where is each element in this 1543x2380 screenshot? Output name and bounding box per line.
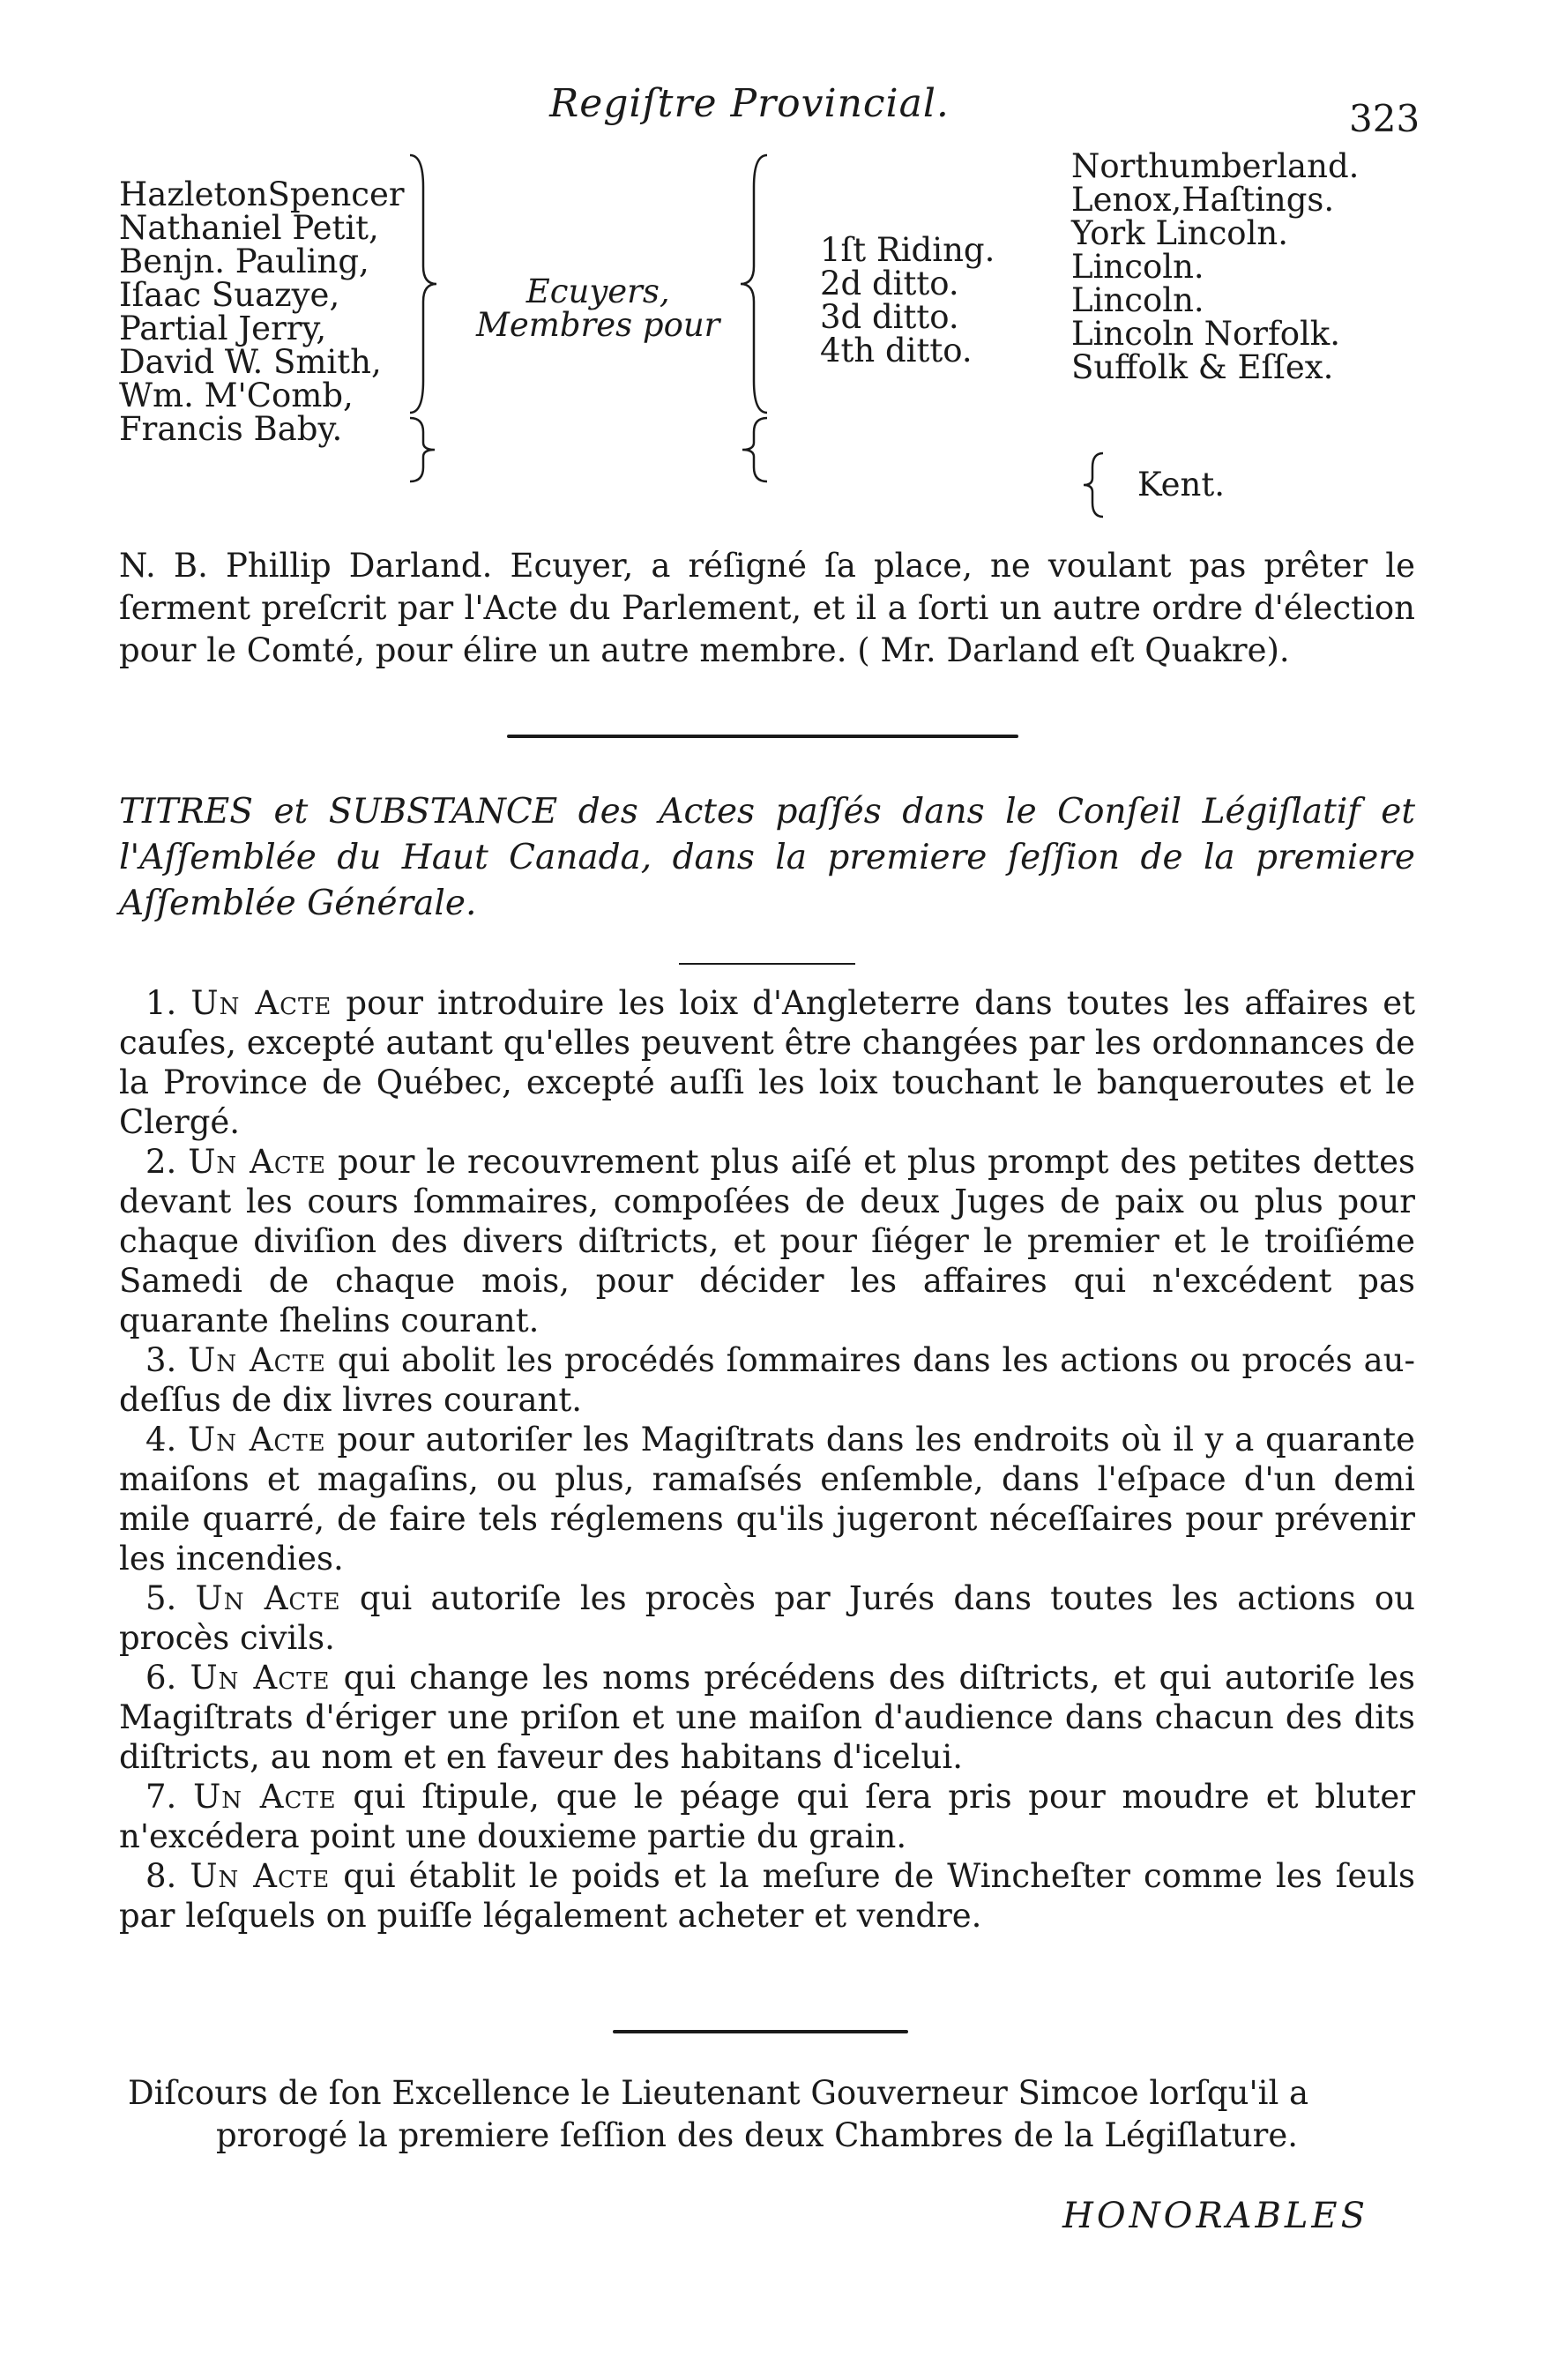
act-item — [119, 1142, 1415, 1340]
act-item — [119, 1658, 1415, 1777]
act-label: Un Acte — [190, 984, 332, 1022]
names-brace-small-icon — [406, 414, 441, 485]
act-number: 8. — [145, 1857, 177, 1895]
member-name: HazletonSpencer — [119, 175, 405, 213]
act-item — [119, 983, 1415, 1142]
act-number: 7. — [145, 1778, 177, 1816]
member-name: Francis Baby. — [119, 410, 343, 448]
riding-item: 1ſt Riding. — [820, 231, 995, 269]
act-label: Un Acte — [188, 1143, 327, 1181]
page-number: 323 — [1349, 97, 1420, 140]
act-item — [119, 1578, 1415, 1658]
member-name: Benjn. Pauling, — [119, 242, 369, 280]
discours-heading — [119, 2072, 1424, 2157]
short-divider — [679, 963, 855, 965]
ridings-brace-icon — [736, 152, 772, 416]
act-number: 3. — [145, 1341, 177, 1379]
member-name: Partial Jerry, — [119, 310, 327, 347]
act-label: Un Acte — [193, 1778, 337, 1816]
act-text: qui change les noms précédens des diſtricts, et qui autoriſe les Magiſtrats d'ériger une priſon et une maiſon d'audience dans chacun des dits diſtricts, au nom et en faveur des habitans d'icelui. — [119, 1659, 1415, 1776]
member-name: Iſaac Suazye, — [119, 276, 340, 314]
act-text: qui autoriſe les procès par Jurés dans toutes les actions ou procès civils. — [119, 1579, 1415, 1657]
act-number: 4. — [145, 1421, 177, 1459]
act-number: 6. — [145, 1659, 177, 1697]
county-item: Lenox,Haſtings. — [1071, 181, 1335, 219]
role-line-1: Ecuyers, — [526, 272, 670, 310]
act-number: 1. — [145, 984, 177, 1022]
act-item — [119, 1420, 1415, 1578]
county-item: Northumberland. — [1071, 147, 1360, 185]
counties-list — [1071, 147, 1360, 386]
act-label: Un Acte — [190, 1857, 331, 1895]
act-text: qui établit le poids et la meſure de Wincheſter comme les ſeuls par leſquels on puiſſe légalement acheter et vendre. — [119, 1857, 1416, 1935]
section-divider — [507, 735, 1018, 738]
running-head: Regiſtre Provincial. — [549, 81, 950, 126]
act-number: 2. — [145, 1143, 177, 1181]
section-title: TITRES et SUBSTANCE des Actes paſſés dans le Conſeil Légiſlatif et l'Aſſemblée du Haut Canada, dans la premiere ſeſſion de la premiere Aſſemblée Générale. — [119, 792, 1415, 923]
member-names — [119, 175, 405, 448]
act-label: Un Acte — [188, 1421, 326, 1459]
act-item — [119, 1777, 1415, 1856]
county-item: Suffolk & Eſſex. — [1071, 348, 1334, 386]
discours-line-1: Diſcours de ſon Excellence le Lieutenant Gouverneur Simcoe lorſqu'il a — [128, 2074, 1309, 2112]
note-paragraph: N. B. Phillip Darland. Ecuyer, a réſigné ſa place, ne voulant pas prêter le ſerment preſcrit par l'Acte du Parlement, et il a ſorti un autre ordre d'élection pour le Comté, pour élire un autre membre. ( Mr. Darland eſt Quakre). — [119, 547, 1415, 669]
role-line-2: Membres pour — [476, 306, 720, 344]
member-name: Nathaniel Petit, — [119, 209, 379, 247]
act-number: 5. — [145, 1579, 177, 1617]
county-item: Lincoln Norfolk. — [1071, 315, 1340, 353]
county-kent: Kent. — [1137, 466, 1226, 504]
kent-left-brace-icon — [736, 414, 772, 485]
county-item: Lincoln. — [1071, 248, 1204, 286]
act-text: pour introduire les loix d'Angleterre dans toutes les affaires et cauſes, excepté autant qu'elles peuvent être changées par les ordonnances de la Province de Québec, excepté auſſi les loix touchant le banqueroutes et le Clergé. — [119, 984, 1415, 1141]
county-item: York Lincoln. — [1071, 214, 1289, 252]
names-brace-icon — [406, 152, 441, 416]
role-label — [476, 272, 720, 344]
act-text: qui abolit les procédés ſommaires dans les actions ou procés au-deſſus de dix livres courant. — [119, 1341, 1415, 1419]
act-text: qui ſtipule, que le péage qui ſera pris pour moudre et bluter n'excédera point une douxieme partie du grain. — [119, 1778, 1416, 1855]
member-name: David W. Smith, — [119, 343, 382, 381]
act-text: pour autoriſer les Magiſtrats dans les endroits où il y a quarante maiſons et magaſins, ou plus, ramaſsés enſemble, dans l'eſpace d'un demi mile quarré, de faire tels réglemens qu'ils jugeront néceſſaires pour prévenir les incendies. — [119, 1421, 1415, 1578]
riding-item: 3d ditto. — [820, 298, 959, 336]
act-label: Un Acte — [188, 1341, 326, 1379]
discours-line-2: prorogé la premiere ſeſſion des deux Chambres de la Légiſlature. — [216, 2116, 1298, 2154]
county-item: Lincoln. — [1071, 281, 1204, 319]
act-label: Un Acte — [195, 1579, 341, 1617]
riding-item: 4th ditto. — [820, 332, 973, 369]
members-table — [0, 147, 1543, 520]
acts-list — [119, 983, 1415, 1936]
catchword: HONORABLES — [1062, 2196, 1369, 2236]
kent-brace-icon — [1080, 450, 1107, 520]
act-item — [119, 1340, 1415, 1420]
act-label: Un Acte — [190, 1659, 331, 1697]
bottom-divider — [613, 2030, 908, 2033]
ridings-list — [820, 231, 995, 369]
act-text: pour le recouvrement plus aiſé et plus prompt des petites dettes devant les cours ſommaires, compoſées de deux Juges de paix ou plus pour chaque diviſion des divers diſtricts, et pour ſiéger le premier et le troiſiéme Samedi de chaque mois, pour décider les affaires qui n'excédent pas quarante ſhelins courant. — [119, 1143, 1416, 1339]
riding-item: 2d ditto. — [820, 265, 959, 302]
act-item — [119, 1856, 1415, 1936]
member-name: Wm. M'Comb, — [119, 377, 354, 414]
